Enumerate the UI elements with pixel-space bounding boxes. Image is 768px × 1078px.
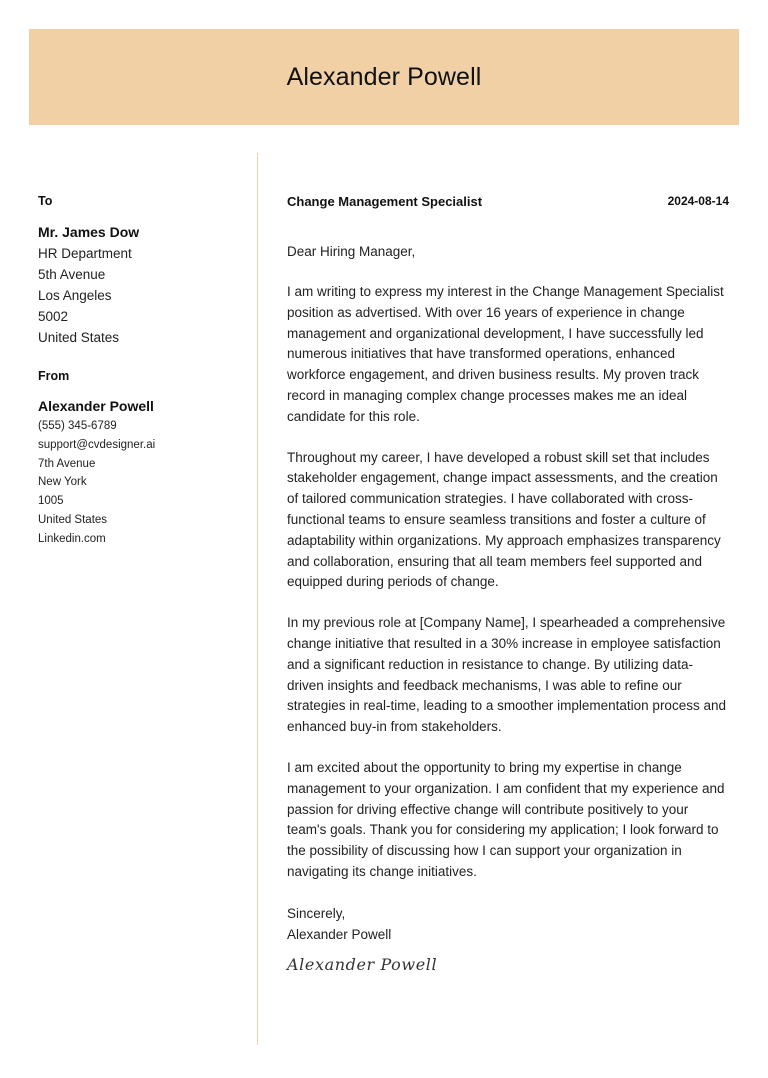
recipient-postal-code: 5002	[38, 309, 69, 324]
column-divider	[257, 153, 258, 1045]
to-label: To	[38, 194, 53, 208]
sender-country: United States	[38, 513, 108, 526]
recipient-city: Los Angeles	[38, 288, 112, 303]
recipient-name: Mr. James Dow	[38, 224, 140, 240]
handwritten-signature: Alexander Powell	[287, 954, 438, 974]
closing-phrase: Sincerely,	[287, 905, 346, 921]
recipient-country: United States	[38, 330, 120, 345]
sender-website: Linkedin.com	[38, 532, 106, 545]
header-banner	[29, 29, 739, 125]
sidebar	[38, 193, 243, 549]
paragraph-intro: I am writing to express my interest in the Change Management Specialist position as advertised. With over 16 years of experience in change management and organizational development, I have successfully led numerous initiatives that have transformed operations, enhanced workforce engagement, and driven business results. My proven track record in managing complex change processes makes me an ideal candidate for this role.	[287, 284, 724, 424]
paragraph-achievement: In my previous role at [Company Name], I spearheaded a comprehensive change initiative that resulted in a 30% increase in employee satisfaction and a significant reduction in resistance to change. By utilizing data-driven insights and feedback mechanisms, I was able to refine our strategies in real-time, leading to a smoother implementation process and enhanced buy-in from stakeholders.	[287, 615, 726, 735]
recipient-department: HR Department	[38, 246, 132, 261]
applicant-name-heading: Alexander Powell	[286, 62, 482, 91]
closing-block	[287, 903, 729, 945]
sender-name: Alexander Powell	[38, 398, 154, 414]
from-label: From	[38, 369, 70, 383]
letter-heading-row	[287, 193, 729, 211]
position-title: Change Management Specialist	[287, 194, 483, 209]
sender-city: New York	[38, 476, 87, 489]
sender-postal-code: 1005	[38, 495, 64, 508]
paragraph-closing: I am excited about the opportunity to bring my expertise in change management to your organization. I am confident that my experience and passion for driving effective change will contribute positively to your team's goals. Thank you for considering my application; I look forward to the possibility of discussing how I can support your organization in navigating its change initiatives.	[287, 759, 725, 879]
recipient-street: 5th Avenue	[38, 267, 106, 282]
paragraph-skills: Throughout my career, I have developed a robust skill set that includes stakeholder engagement, change impact assessments, and the creation of tailored communication strategies. I have collaborated with cross-functional teams to ensure seamless transitions and foster a culture of adaptability within organizations. My approach emphasizes transparency and collaboration, ensuring that all team members feel supported and equipped during periods of change.	[287, 449, 721, 590]
letter-date: 2024-08-14	[667, 194, 729, 208]
sender-street: 7th Avenue	[38, 457, 96, 470]
letter-body	[287, 193, 729, 974]
closing-name: Alexander Powell	[287, 926, 392, 942]
salutation: Dear Hiring Manager,	[287, 244, 416, 259]
sender-phone: (555) 345-6789	[38, 420, 117, 432]
sender-email: support@cvdesigner.ai	[38, 438, 156, 451]
